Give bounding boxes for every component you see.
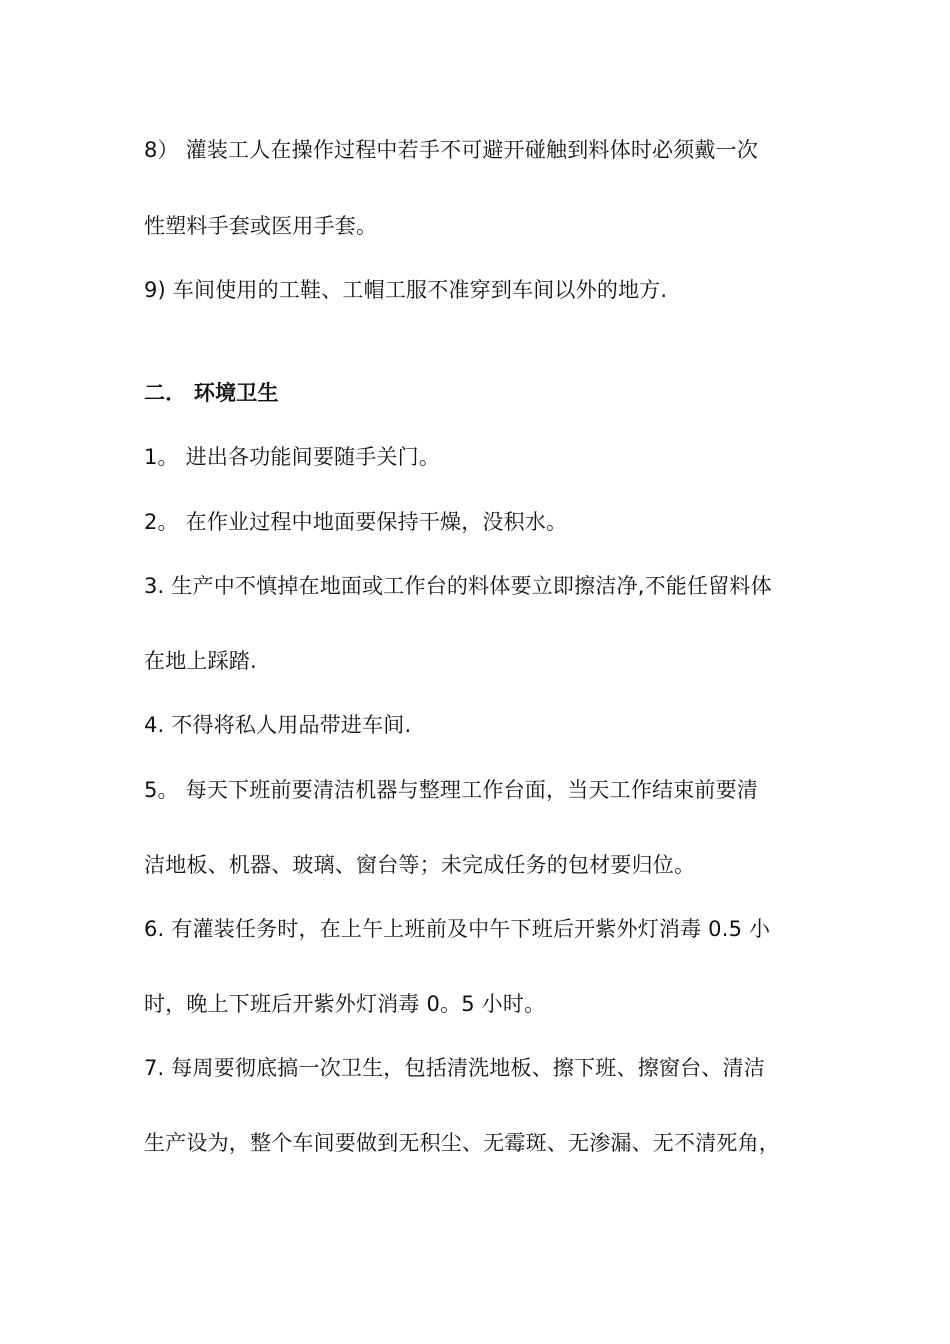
item-3-line-1: 3. 生产中不慎掉在地面或工作台的料体要立即擦洁净,不能任留料体 xyxy=(144,574,772,598)
item-2: 2。 在作业过程中地面要保持干燥，没积水。 xyxy=(144,510,568,534)
item-5-line-1: 5。 每天下班前要清洁机器与整理工作台面，当天工作结束前要清 xyxy=(144,778,759,802)
section-heading: 二． 环境卫生 xyxy=(144,381,279,405)
item-6-line-2: 时，晚上下班后开紫外灯消毒 0。5 小时。 xyxy=(144,992,546,1016)
paragraph-9: 9) 车间使用的工鞋、工帽工服不准穿到车间以外的地方. xyxy=(144,278,668,302)
item-4: 4. 不得将私人用品带进车间. xyxy=(144,713,412,737)
item-7-line-1: 7. 每周要彻底搞一次卫生，包括清洗地板、擦下班、擦窗台、清洁 xyxy=(144,1056,765,1080)
item-1: 1。 进出各功能间要随手关门。 xyxy=(144,445,441,469)
paragraph-8-line-2: 性塑料手套或医用手套。 xyxy=(144,214,378,238)
paragraph-8-line-1: 8） 灌装工人在操作过程中若手不可避开碰触到料体时必须戴一次 xyxy=(144,138,759,162)
item-7-line-2: 生产设为，整个车间要做到无积尘、无霉斑、无渗漏、无不清死角， xyxy=(144,1131,780,1155)
item-5-line-2: 洁地板、机器、玻璃、窗台等；未完成任务的包材要归位。 xyxy=(144,853,696,877)
item-6-line-1: 6. 有灌装任务时，在上午上班前及中午下班后开紫外灯消毒 0.5 小 xyxy=(144,917,771,941)
item-3-line-2: 在地上踩踏. xyxy=(144,649,257,673)
